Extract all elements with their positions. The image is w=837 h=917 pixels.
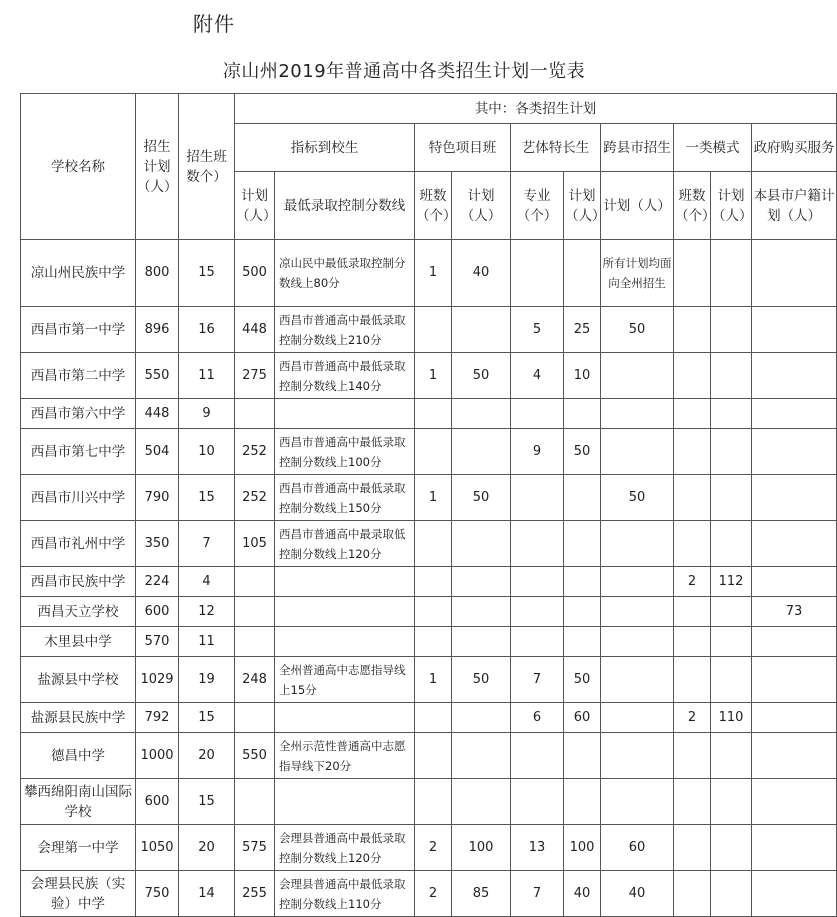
cell-plan: 600 (136, 779, 179, 825)
cell-plan: 448 (136, 399, 179, 429)
cell-c1-class (674, 627, 711, 657)
cell-sp-class: 1 (415, 475, 452, 521)
cell-quota-plan: 252 (235, 429, 275, 475)
cell-art-plan: 50 (564, 657, 601, 703)
cell-art-major (511, 627, 564, 657)
cell-sp-plan (452, 399, 511, 429)
cell-plan: 800 (136, 240, 179, 307)
table-row (21, 240, 837, 307)
header-min-score: 最低录取控制分数线 (275, 172, 415, 240)
cell-gov-local (752, 521, 837, 567)
cell-sp-plan: 40 (452, 240, 511, 307)
cell-school-name: 西昌天立学校 (21, 597, 136, 627)
cell-c1-class (674, 825, 711, 871)
cell-sp-class: 1 (415, 657, 452, 703)
header-sp-plan: 计划（人） (452, 172, 511, 240)
cell-cross-plan: 60 (601, 825, 674, 871)
cell-art-major (511, 240, 564, 307)
cell-sp-plan (452, 429, 511, 475)
cell-gov-local (752, 871, 837, 917)
cell-cross-plan: 50 (601, 307, 674, 353)
cell-school-name: 会理第一中学 (21, 825, 136, 871)
cell-art-major: 13 (511, 825, 564, 871)
cell-art-plan: 100 (564, 825, 601, 871)
cell-c1-plan (711, 597, 752, 627)
cell-school-name: 盐源县中学校 (21, 657, 136, 703)
cell-plan: 1000 (136, 733, 179, 779)
cell-min-score: 西昌市普通高中最低录取控制分数线上100分 (275, 429, 415, 475)
cell-classes: 10 (179, 429, 235, 475)
cell-art-plan (564, 733, 601, 779)
cell-sp-plan: 50 (452, 657, 511, 703)
cell-quota-plan: 500 (235, 240, 275, 307)
cell-c1-class (674, 399, 711, 429)
header-quota-plan: 计划（人） (235, 172, 275, 240)
cell-classes: 4 (179, 567, 235, 597)
cell-gov-local (752, 475, 837, 521)
cell-school-name: 木里县中学 (21, 627, 136, 657)
cell-sp-class (415, 779, 452, 825)
cell-quota-plan (235, 597, 275, 627)
cell-sp-plan: 85 (452, 871, 511, 917)
cell-school-name: 西昌市民族中学 (21, 567, 136, 597)
cell-c1-plan (711, 521, 752, 567)
enrollment-table-wrapper (20, 93, 835, 915)
cell-gov-local (752, 703, 837, 733)
cell-sp-plan (452, 307, 511, 353)
table-row (21, 703, 837, 733)
cell-plan: 792 (136, 703, 179, 733)
cell-cross-plan (601, 779, 674, 825)
cell-c1-class (674, 597, 711, 627)
cell-classes: 9 (179, 399, 235, 429)
cell-school-name: 西昌市第二中学 (21, 353, 136, 399)
table-row (21, 825, 837, 871)
cell-gov-local (752, 779, 837, 825)
cell-art-plan: 10 (564, 353, 601, 399)
table-row (21, 429, 837, 475)
cell-quota-plan (235, 779, 275, 825)
cell-c1-plan (711, 733, 752, 779)
cell-art-plan (564, 240, 601, 307)
cell-sp-plan: 50 (452, 475, 511, 521)
cell-classes: 20 (179, 733, 235, 779)
cell-c1-plan: 110 (711, 703, 752, 733)
cell-school-name: 西昌市第一中学 (21, 307, 136, 353)
cell-classes: 11 (179, 353, 235, 399)
cell-sp-plan (452, 567, 511, 597)
header-school-name: 学校名称 (21, 94, 136, 240)
cell-min-score (275, 399, 415, 429)
cell-min-score: 西昌市普通高中最低录取控制分数线上150分 (275, 475, 415, 521)
cell-quota-plan (235, 627, 275, 657)
cell-c1-class (674, 475, 711, 521)
header-special-project: 特色项目班 (415, 124, 511, 172)
header-cross-county: 跨县市招生 (601, 124, 674, 172)
cell-min-score (275, 567, 415, 597)
cell-plan: 504 (136, 429, 179, 475)
header-c1-plan: 计划（人） (711, 172, 752, 240)
cell-sp-plan (452, 627, 511, 657)
cell-art-plan (564, 475, 601, 521)
cell-school-name: 西昌市川兴中学 (21, 475, 136, 521)
cell-min-score (275, 627, 415, 657)
cell-c1-class (674, 307, 711, 353)
cell-quota-plan: 275 (235, 353, 275, 399)
cell-sp-class (415, 307, 452, 353)
header-art-major: 专业（个） (511, 172, 564, 240)
cell-min-score: 西昌市普通高中最低录取控制分数线上210分 (275, 307, 415, 353)
cell-sp-class: 2 (415, 825, 452, 871)
cell-min-score: 全州示范性普通高中志愿指导线下20分 (275, 733, 415, 779)
cell-min-score: 凉山民中最低录取控制分数线上80分 (275, 240, 415, 307)
cell-quota-plan: 105 (235, 521, 275, 567)
table-row (21, 871, 837, 917)
cell-gov-local (752, 627, 837, 657)
cell-classes: 14 (179, 871, 235, 917)
cell-gov-local (752, 429, 837, 475)
cell-c1-class: 2 (674, 703, 711, 733)
table-row (21, 475, 837, 521)
cell-cross-plan: 所有计划均面向全州招生 (601, 240, 674, 307)
cell-quota-plan (235, 399, 275, 429)
table-row (21, 627, 837, 657)
cell-c1-plan (711, 353, 752, 399)
header-art-plan: 计划（人） (564, 172, 601, 240)
cell-sp-plan: 50 (452, 353, 511, 399)
cell-min-score: 全州普通高中志愿指导线上15分 (275, 657, 415, 703)
cell-classes: 15 (179, 240, 235, 307)
cell-art-plan: 25 (564, 307, 601, 353)
cell-sp-class (415, 521, 452, 567)
cell-c1-plan: 112 (711, 567, 752, 597)
header-of-which: 其中：各类招生计划 (235, 94, 837, 124)
table-row (21, 779, 837, 825)
cell-c1-plan (711, 399, 752, 429)
cell-art-major: 5 (511, 307, 564, 353)
cell-plan: 350 (136, 521, 179, 567)
cell-classes: 15 (179, 475, 235, 521)
cell-sp-class: 1 (415, 353, 452, 399)
cell-c1-class (674, 657, 711, 703)
cell-school-name: 凉山州民族中学 (21, 240, 136, 307)
cell-quota-plan (235, 567, 275, 597)
cell-art-plan: 40 (564, 871, 601, 917)
cell-gov-local (752, 240, 837, 307)
header-plan: 招生计划（人） (136, 94, 179, 240)
header-sp-class: 班数（个） (415, 172, 452, 240)
cell-cross-plan (601, 597, 674, 627)
cell-classes: 19 (179, 657, 235, 703)
cell-plan: 750 (136, 871, 179, 917)
attachment-label: 附件 (193, 12, 235, 36)
cell-sp-class (415, 703, 452, 733)
cell-sp-plan (452, 521, 511, 567)
cell-cross-plan: 40 (601, 871, 674, 917)
cell-school-name: 西昌市第七中学 (21, 429, 136, 475)
table-body (21, 94, 837, 917)
cell-gov-local (752, 825, 837, 871)
table-row (21, 521, 837, 567)
cell-quota-plan (235, 703, 275, 733)
cell-sp-class (415, 597, 452, 627)
cell-min-score (275, 779, 415, 825)
cell-cross-plan (601, 567, 674, 597)
cell-gov-local (752, 399, 837, 429)
cell-sp-class (415, 627, 452, 657)
header-class1: 一类模式 (674, 124, 752, 172)
cell-sp-class (415, 733, 452, 779)
header-gov-local: 本县市户籍计划（人） (752, 172, 837, 240)
cell-art-plan (564, 567, 601, 597)
cell-c1-class (674, 733, 711, 779)
header-c1-class: 班数（个） (674, 172, 711, 240)
cell-sp-class (415, 567, 452, 597)
cell-sp-class (415, 399, 452, 429)
header-classes: 招生班数个） (179, 94, 235, 240)
cell-sp-plan (452, 703, 511, 733)
cell-plan: 570 (136, 627, 179, 657)
cell-school-name: 德昌中学 (21, 733, 136, 779)
cell-art-plan (564, 627, 601, 657)
table-row (21, 307, 837, 353)
cell-sp-plan: 100 (452, 825, 511, 871)
cell-art-major (511, 779, 564, 825)
cell-c1-class (674, 521, 711, 567)
cell-quota-plan: 248 (235, 657, 275, 703)
cell-school-name: 攀西绵阳南山国际学校 (21, 779, 136, 825)
cell-school-name: 会理县民族（实验）中学 (21, 871, 136, 917)
cell-sp-class: 2 (415, 871, 452, 917)
cell-quota-plan: 550 (235, 733, 275, 779)
cell-gov-local (752, 353, 837, 399)
cell-art-plan (564, 779, 601, 825)
cell-cross-plan: 50 (601, 475, 674, 521)
header-quota: 指标到校生 (235, 124, 415, 172)
cell-cross-plan (601, 399, 674, 429)
document-title: 凉山州2019年普通高中各类招生计划一览表 (222, 61, 586, 82)
cell-cross-plan (601, 353, 674, 399)
cell-c1-plan (711, 825, 752, 871)
cell-plan: 550 (136, 353, 179, 399)
cell-min-score: 西昌市普通高中最低录取控制分数线上140分 (275, 353, 415, 399)
cell-quota-plan: 448 (235, 307, 275, 353)
enrollment-plan-table (20, 93, 837, 917)
header-art: 艺体特长生 (511, 124, 601, 172)
cell-plan: 896 (136, 307, 179, 353)
cell-classes: 12 (179, 597, 235, 627)
cell-c1-class (674, 779, 711, 825)
cell-quota-plan: 252 (235, 475, 275, 521)
cell-min-score: 会理县普通高中最低录取控制分数线上120分 (275, 825, 415, 871)
header-cross-plan: 计划（人） (601, 172, 674, 240)
cell-c1-plan (711, 779, 752, 825)
cell-school-name: 西昌市礼州中学 (21, 521, 136, 567)
cell-plan: 790 (136, 475, 179, 521)
cell-cross-plan (601, 703, 674, 733)
table-row (21, 597, 837, 627)
cell-c1-plan (711, 871, 752, 917)
cell-cross-plan (601, 429, 674, 475)
cell-sp-plan (452, 597, 511, 627)
cell-art-major (511, 567, 564, 597)
cell-art-major: 7 (511, 657, 564, 703)
cell-art-plan (564, 521, 601, 567)
cell-classes: 7 (179, 521, 235, 567)
cell-art-plan (564, 399, 601, 429)
cell-school-name: 西昌市第六中学 (21, 399, 136, 429)
cell-art-major: 7 (511, 871, 564, 917)
cell-gov-local: 73 (752, 597, 837, 627)
cell-art-major: 9 (511, 429, 564, 475)
cell-sp-class (415, 429, 452, 475)
cell-art-major (511, 399, 564, 429)
cell-sp-class: 1 (415, 240, 452, 307)
cell-plan: 1029 (136, 657, 179, 703)
cell-plan: 1050 (136, 825, 179, 871)
cell-art-plan (564, 597, 601, 627)
cell-c1-plan (711, 657, 752, 703)
cell-art-major (511, 733, 564, 779)
cell-plan: 600 (136, 597, 179, 627)
cell-classes: 15 (179, 703, 235, 733)
cell-gov-local (752, 657, 837, 703)
cell-gov-local (752, 307, 837, 353)
cell-sp-plan (452, 779, 511, 825)
cell-c1-class: 2 (674, 567, 711, 597)
cell-gov-local (752, 733, 837, 779)
header-gov: 政府购买服务 (752, 124, 837, 172)
cell-quota-plan: 255 (235, 871, 275, 917)
cell-c1-class (674, 429, 711, 475)
cell-art-major (511, 475, 564, 521)
cell-art-major (511, 521, 564, 567)
cell-art-plan: 60 (564, 703, 601, 733)
table-row (21, 733, 837, 779)
cell-quota-plan: 575 (235, 825, 275, 871)
cell-cross-plan (601, 657, 674, 703)
cell-classes: 15 (179, 779, 235, 825)
cell-cross-plan (601, 627, 674, 657)
cell-classes: 11 (179, 627, 235, 657)
cell-min-score (275, 597, 415, 627)
cell-c1-plan (711, 475, 752, 521)
cell-cross-plan (601, 521, 674, 567)
cell-art-plan: 50 (564, 429, 601, 475)
cell-art-major: 6 (511, 703, 564, 733)
cell-c1-plan (711, 429, 752, 475)
cell-gov-local (752, 567, 837, 597)
cell-c1-plan (711, 307, 752, 353)
cell-art-major: 4 (511, 353, 564, 399)
cell-school-name: 盐源县民族中学 (21, 703, 136, 733)
table-row (21, 567, 837, 597)
cell-cross-plan (601, 733, 674, 779)
table-row (21, 399, 837, 429)
cell-classes: 16 (179, 307, 235, 353)
cell-classes: 20 (179, 825, 235, 871)
cell-c1-class (674, 240, 711, 307)
cell-c1-plan (711, 240, 752, 307)
cell-min-score: 西昌市普通高中最录取低控制分数线上120分 (275, 521, 415, 567)
cell-plan: 224 (136, 567, 179, 597)
table-row (21, 657, 837, 703)
cell-min-score: 会理县普通高中最低录取控制分数线上110分 (275, 871, 415, 917)
cell-art-major (511, 597, 564, 627)
cell-sp-plan (452, 733, 511, 779)
table-row (21, 353, 837, 399)
cell-c1-class (674, 871, 711, 917)
cell-min-score (275, 703, 415, 733)
cell-c1-plan (711, 627, 752, 657)
cell-c1-class (674, 353, 711, 399)
